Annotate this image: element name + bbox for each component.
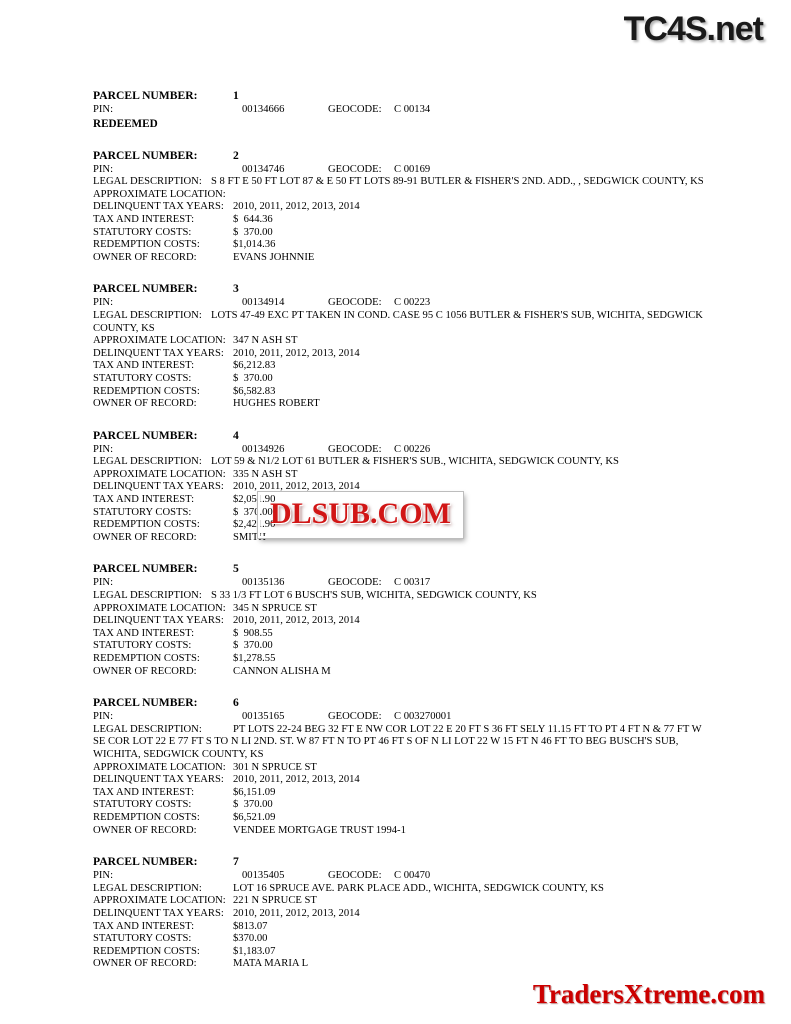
parcel-record (93, 148, 705, 265)
statutory-costs-label: STATUTORY COSTS: (93, 640, 192, 652)
tax-and-interest-value: $6,212.83 (233, 360, 276, 372)
redemption-costs-value: $1,183.07 (233, 945, 276, 957)
parcel-record (93, 695, 705, 837)
legal-description-continued: COUNTY, KS (93, 322, 155, 334)
redemption-costs-value: $6,521.09 (233, 811, 276, 823)
approximate-location-value: 301 N SPRUCE ST (233, 761, 317, 773)
pin-label: PIN: (93, 297, 114, 309)
delinquent-tax-years-value: 2010, 2011, 2012, 2013, 2014 (233, 481, 360, 493)
legal-description-continued: WICHITA, SEDGWICK COUNTY, KS (93, 748, 264, 760)
approximate-location-value: 347 N ASH ST (233, 335, 298, 347)
statutory-costs-value: $ 370.00 (233, 372, 273, 384)
delinquent-tax-years-row (93, 348, 705, 361)
legal-description-label: LEGAL DESCRIPTION: (93, 882, 202, 894)
approximate-location-label: APPROXIMATE LOCATION: (93, 188, 226, 200)
parcel-record (93, 854, 705, 971)
legal-description-label: LEGAL DESCRIPTION: (93, 723, 202, 735)
tax-and-interest-row (93, 214, 705, 227)
geocode-label: GEOCODE: (328, 297, 382, 309)
pin-row (93, 164, 705, 177)
pin-value: 00134666 (242, 104, 285, 115)
delinquent-tax-years-label: DELINQUENT TAX YEARS: (93, 774, 224, 786)
redemption-costs-label: REDEMPTION COSTS: (93, 653, 200, 664)
redemption-costs-row (93, 386, 705, 399)
statutory-costs-row (93, 227, 705, 240)
geocode-label: GEOCODE: (328, 577, 382, 589)
tax-and-interest-label: TAX AND INTEREST: (93, 360, 195, 372)
owner-of-record-row (93, 252, 705, 265)
pin-row (93, 104, 705, 117)
redemption-costs-row (93, 653, 705, 666)
tax-and-interest-label: TAX AND INTEREST: (93, 627, 195, 639)
legal-description-value: PT LOTS 22-24 BEG 32 FT E NW COR LOT 22 E 20 FT S 36 FT SELY 11.15 FT TO PT 4 FT N & 77 FT W (233, 723, 702, 735)
delinquent-tax-years-row (93, 908, 705, 921)
pin-label: PIN: (93, 577, 114, 589)
owner-of-record-label: OWNER OF RECORD: (93, 665, 197, 677)
approximate-location-row (93, 603, 705, 616)
legal-description-row (93, 176, 705, 189)
redemption-costs-label: REDEMPTION COSTS: (93, 385, 200, 397)
legal-description-row (93, 883, 705, 896)
parcel-number-label: PARCEL NUMBER: (93, 89, 198, 102)
approximate-location-label: APPROXIMATE LOCATION: (93, 602, 226, 614)
parcel-number-label: PARCEL NUMBER: (93, 428, 198, 442)
statutory-costs-value: $370.00 (233, 933, 268, 945)
owner-of-record-value: HUGHES ROBERT (233, 398, 320, 410)
geocode-label: GEOCODE: (328, 104, 382, 115)
pin-value: 00134914 (242, 297, 285, 309)
statutory-costs-row (93, 640, 705, 653)
pin-value: 00135405 (242, 870, 285, 882)
pin-value: 00135165 (242, 711, 285, 723)
tax-and-interest-row (93, 360, 705, 373)
redemption-costs-value: $2,421.90 (233, 519, 276, 531)
pin-label: PIN: (93, 870, 114, 882)
pin-row (93, 444, 705, 457)
legal-description-row (93, 724, 705, 737)
legal-description-value: LOTS 47-49 EXC PT TAKEN IN COND. CASE 95 C 1056 BUTLER & FISHER'S SUB, WICHITA, SEDGWICK (211, 309, 703, 321)
tax-and-interest-value: $813.07 (233, 920, 268, 932)
legal-description-row (93, 590, 705, 603)
owner-of-record-row (93, 825, 705, 838)
delinquent-tax-years-value: 2010, 2011, 2012, 2013, 2014 (233, 347, 360, 359)
pin-row (93, 297, 705, 310)
redemption-costs-value: $1,014.36 (233, 239, 276, 251)
pin-label: PIN: (93, 163, 114, 175)
approximate-location-value: 335 N ASH ST (233, 468, 298, 480)
delinquent-tax-years-row (93, 201, 705, 214)
owner-of-record-label: OWNER OF RECORD: (93, 251, 197, 263)
geocode-value: C 00317 (394, 577, 431, 589)
statutory-costs-value: $ 370.00 (233, 640, 273, 652)
parcel-number-value: 7 (233, 855, 239, 869)
statutory-costs-label: STATUTORY COSTS: (93, 372, 192, 384)
approximate-location-label: APPROXIMATE LOCATION: (93, 335, 226, 347)
redemption-costs-value: $1,278.55 (233, 653, 276, 664)
legal-description-row (93, 310, 705, 323)
owner-of-record-value: EVANS JOHNNIE (233, 251, 315, 263)
legal-description-value: LOT 16 SPRUCE AVE. PARK PLACE ADD., WICHITA, SEDGWICK COUNTY, KS (233, 882, 604, 894)
tax-and-interest-row (93, 921, 705, 934)
geocode-value: C 003270001 (394, 711, 452, 723)
approximate-location-label: APPROXIMATE LOCATION: (93, 895, 226, 907)
statutory-costs-label: STATUTORY COSTS: (93, 799, 192, 811)
statutory-costs-label: STATUTORY COSTS: (93, 933, 192, 945)
legal-description-row (93, 456, 705, 469)
legal-description-label: LEGAL DESCRIPTION: (93, 309, 202, 321)
geocode-label: GEOCODE: (328, 870, 382, 882)
tax-and-interest-value: $6,151.09 (233, 786, 276, 798)
parcel-number-row (93, 428, 705, 443)
statutory-costs-label: STATUTORY COSTS: (93, 226, 192, 238)
approximate-location-value: 221 N SPRUCE ST (233, 895, 317, 907)
parcel-number-label: PARCEL NUMBER: (93, 148, 198, 162)
redemption-costs-value: $6,582.83 (233, 385, 276, 397)
delinquent-tax-years-value: 2010, 2011, 2012, 2013, 2014 (233, 907, 360, 919)
pin-row (93, 711, 705, 724)
approximate-location-row (93, 762, 705, 775)
geocode-label: GEOCODE: (328, 163, 382, 175)
parcel-number-value: 4 (233, 428, 239, 442)
approximate-location-value: 345 N SPRUCE ST (233, 602, 317, 614)
statutory-costs-value: $ 370.00 (233, 506, 273, 518)
geocode-label: GEOCODE: (328, 443, 382, 455)
pin-value: 00135136 (242, 577, 285, 589)
pin-label: PIN: (93, 104, 114, 115)
delinquent-tax-years-label: DELINQUENT TAX YEARS: (93, 201, 224, 213)
parcel-number-row (93, 854, 705, 869)
tax-and-interest-value: $ 908.55 (233, 627, 273, 639)
parcel-number-value: 1 (233, 89, 239, 102)
legal-description-value: LOT 59 & N1/2 LOT 61 BUTLER & FISHER'S SUB., WICHITA, SEDGWICK COUNTY, KS (211, 456, 619, 468)
pin-label: PIN: (93, 443, 114, 455)
redemption-costs-row (93, 812, 705, 825)
watermark-dlsub: DLSUB.COM (258, 492, 463, 538)
redemption-costs-label: REDEMPTION COSTS: (93, 239, 200, 251)
owner-of-record-label: OWNER OF RECORD: (93, 398, 197, 410)
parcel-number-row (93, 695, 705, 710)
parcel-record (93, 281, 705, 410)
tax-and-interest-value: $ 644.36 (233, 213, 273, 225)
parcel-number-row (93, 148, 705, 163)
delinquent-tax-years-row (93, 774, 705, 787)
parcel-number-value: 5 (233, 562, 239, 576)
statutory-costs-row (93, 799, 705, 812)
legal-description-value: S 33 1/3 FT LOT 6 BUSCH'S SUB, WICHITA, SEDGWICK COUNTY, KS (211, 590, 537, 602)
tax-and-interest-label: TAX AND INTEREST: (93, 494, 195, 506)
watermark-tc4s: TC4S.net (623, 10, 763, 48)
parcel-number-value: 2 (233, 148, 239, 162)
delinquent-tax-years-label: DELINQUENT TAX YEARS: (93, 481, 224, 493)
owner-of-record-value: CANNON ALISHA M (233, 665, 331, 677)
owner-of-record-value: SMITH (233, 531, 266, 543)
tax-and-interest-label: TAX AND INTEREST: (93, 786, 195, 798)
delinquent-tax-years-value: 2010, 2011, 2012, 2013, 2014 (233, 615, 360, 627)
approximate-location-row (93, 469, 705, 482)
statutory-costs-label: STATUTORY COSTS: (93, 506, 192, 518)
statutory-costs-row (93, 933, 705, 946)
approximate-location-row (93, 189, 705, 202)
tax-and-interest-label: TAX AND INTEREST: (93, 920, 195, 932)
pin-value: 00134746 (242, 163, 285, 175)
owner-of-record-row (93, 958, 705, 971)
tax-and-interest-label: TAX AND INTEREST: (93, 213, 195, 225)
legal-description-label: LEGAL DESCRIPTION: (93, 176, 202, 188)
statutory-costs-value: $ 370.00 (233, 799, 273, 811)
statutory-costs-value: $ 370.00 (233, 226, 273, 238)
delinquent-tax-years-label: DELINQUENT TAX YEARS: (93, 347, 224, 359)
delinquent-tax-years-value: 2010, 2011, 2012, 2013, 2014 (233, 201, 360, 213)
delinquent-tax-years-row (93, 615, 705, 628)
parcel-number-row (93, 88, 705, 103)
parcel-number-label: PARCEL NUMBER: (93, 562, 198, 576)
legal-description-value: S 8 FT E 50 FT LOT 87 & E 50 FT LOTS 89-91 BUTLER & FISHER'S 2ND. ADD., , SEDGWICK COUNTY, KS (211, 176, 704, 188)
parcel-number-row (93, 281, 705, 296)
geocode-value: C 00223 (394, 297, 431, 309)
parcel-number-label: PARCEL NUMBER: (93, 696, 198, 710)
tax-and-interest-value: $2,051.90 (233, 494, 276, 506)
parcel-number-row (93, 561, 705, 576)
redemption-costs-label: REDEMPTION COSTS: (93, 945, 200, 957)
approximate-location-row (93, 895, 705, 908)
delinquent-tax-years-label: DELINQUENT TAX YEARS: (93, 615, 224, 627)
tax-and-interest-row (93, 787, 705, 800)
geocode-value: C 00134 (394, 104, 431, 115)
owner-of-record-row (93, 398, 705, 411)
legal-description-continued: SE COR LOT 22 E 77 FT S TO N LI 2ND. ST. W 87 FT N TO PT 46 FT S OF N LI LOT 22 W 15 FT N 46 FT TO BEG BUSCH'S SUB, (93, 736, 679, 748)
owner-of-record-label: OWNER OF RECORD: (93, 531, 197, 543)
redemption-costs-row (93, 239, 705, 252)
pin-value: 00134926 (242, 443, 285, 455)
geocode-value: C 00226 (394, 443, 431, 455)
statutory-costs-row (93, 373, 705, 386)
geocode-label: GEOCODE: (328, 711, 382, 723)
geocode-value: C 00169 (394, 163, 431, 175)
owner-of-record-value: VENDEE MORTGAGE TRUST 1994-1 (233, 824, 406, 836)
approximate-location-row (93, 335, 705, 348)
redemption-costs-label: REDEMPTION COSTS: (93, 519, 200, 531)
pin-label: PIN: (93, 711, 114, 723)
parcel-number-label: PARCEL NUMBER: (93, 855, 198, 869)
owner-of-record-label: OWNER OF RECORD: (93, 824, 197, 836)
legal-description-label: LEGAL DESCRIPTION: (93, 456, 202, 468)
redemption-costs-label: REDEMPTION COSTS: (93, 811, 200, 823)
redemption-costs-row (93, 946, 705, 959)
watermark-tradersxtreme: TradersXtreme.com (532, 979, 765, 1009)
parcel-record (93, 561, 705, 678)
owner-of-record-value: MATA MARIA L (233, 958, 309, 970)
parcel-number-value: 6 (233, 696, 239, 710)
owner-of-record-row (93, 666, 705, 679)
pin-row (93, 870, 705, 883)
parcel-number-value: 3 (233, 282, 239, 296)
approximate-location-label: APPROXIMATE LOCATION: (93, 468, 226, 480)
approximate-location-label: APPROXIMATE LOCATION: (93, 761, 226, 773)
legal-description-label: LEGAL DESCRIPTION: (93, 590, 202, 602)
owner-of-record-label: OWNER OF RECORD: (93, 958, 197, 970)
parcel-number-label: PARCEL NUMBER: (93, 282, 198, 296)
pin-row (93, 577, 705, 590)
redeemed-status: REDEEMED (93, 117, 158, 130)
tax-and-interest-row (93, 628, 705, 641)
delinquent-tax-years-value: 2010, 2011, 2012, 2013, 2014 (233, 774, 360, 786)
delinquent-tax-years-label: DELINQUENT TAX YEARS: (93, 907, 224, 919)
parcel-record (93, 88, 705, 131)
geocode-value: C 00470 (394, 870, 431, 882)
